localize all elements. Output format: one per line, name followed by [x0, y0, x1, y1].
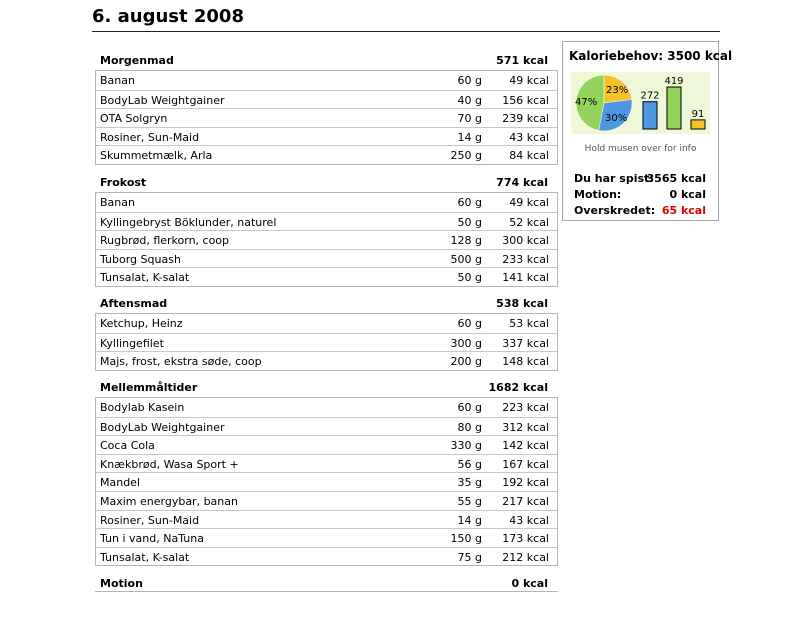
food-name: Rosiner, Sun-Maid	[100, 513, 200, 527]
calorie-need-title: Kaloriebehov: 3500 kcal	[569, 49, 733, 63]
bar-label-91: 91	[691, 108, 705, 120]
food-amount: 55 g	[457, 494, 482, 508]
food-kcal: 192 kcal	[502, 476, 549, 490]
meal-name: Morgenmad	[100, 54, 174, 67]
table-row[interactable]	[96, 108, 557, 127]
meal-items	[95, 70, 558, 165]
food-kcal: 52 kcal	[509, 215, 549, 229]
meal-header	[95, 54, 558, 68]
hover-hint: Hold musen over for info	[584, 144, 697, 154]
food-name: Tunsalat, K-salat	[100, 550, 190, 564]
table-row[interactable]	[96, 230, 557, 249]
over-label: Overskredet:	[574, 204, 656, 217]
food-amount: 75 g	[457, 550, 482, 564]
meal-header	[95, 577, 558, 591]
table-row[interactable]	[96, 145, 557, 164]
food-kcal: 337 kcal	[502, 336, 549, 350]
table-row[interactable]	[96, 333, 557, 352]
eaten-stat	[574, 172, 706, 186]
food-amount: 250 g	[450, 149, 482, 163]
calorie-summary-panel	[562, 41, 733, 221]
meal-mellemmaaltider	[95, 381, 558, 566]
food-amount: 70 g	[457, 112, 482, 126]
food-name: Knækbrød, Wasa Sport +	[100, 457, 239, 471]
food-kcal: 156 kcal	[502, 93, 549, 107]
food-name: Tun i vand, NaTuna	[100, 532, 204, 546]
food-amount: 14 g	[457, 513, 482, 527]
food-amount: 128 g	[450, 234, 482, 248]
food-amount: 330 g	[450, 439, 482, 453]
eaten-label: Du har spist:	[574, 172, 654, 185]
food-amount: 56 g	[457, 457, 482, 471]
food-name: Skummetmælk, Arla	[100, 149, 213, 163]
food-name: Tunsalat, K-salat	[100, 271, 190, 285]
page-title: 6. august 2008	[92, 6, 244, 27]
meal-motion	[95, 577, 558, 591]
pie-label-47: 47%	[575, 97, 598, 108]
food-kcal: 53 kcal	[509, 317, 549, 330]
food-name: Tuborg Squash	[100, 252, 181, 266]
food-kcal: 49 kcal	[509, 74, 549, 87]
food-amount: 60 g	[457, 317, 482, 330]
food-kcal: 239 kcal	[502, 112, 549, 126]
food-kcal: 141 kcal	[502, 271, 549, 285]
meal-total: 538 kcal	[496, 297, 548, 310]
food-kcal: 43 kcal	[509, 513, 549, 527]
meal-name: Motion	[100, 577, 143, 590]
food-kcal: 167 kcal	[502, 457, 549, 471]
food-name: OTA Solgryn	[100, 112, 168, 126]
table-row[interactable]	[96, 212, 557, 231]
food-name: BodyLab Weightgainer	[100, 93, 225, 107]
meal-morgenmad	[95, 54, 558, 165]
meal-total: 571 kcal	[496, 54, 548, 67]
bar-label-272: 272	[640, 90, 660, 102]
table-row[interactable]	[96, 435, 557, 454]
food-name: Mandel	[100, 476, 141, 490]
table-row[interactable]	[96, 417, 557, 436]
food-amount: 14 g	[457, 130, 482, 144]
motion-label: Motion:	[574, 188, 622, 201]
meal-aftensmad	[95, 297, 558, 371]
table-row[interactable]	[96, 127, 557, 146]
food-name: Maxim energybar, banan	[100, 494, 238, 508]
food-kcal: 84 kcal	[509, 149, 549, 163]
meal-total: 774 kcal	[496, 176, 548, 189]
table-row[interactable]	[96, 267, 557, 286]
table-row[interactable]	[96, 314, 557, 333]
food-amount: 150 g	[450, 532, 482, 546]
bar-272[interactable]	[643, 102, 657, 129]
food-name: Majs, frost, ekstra søde, coop	[100, 355, 262, 369]
meal-items	[95, 313, 558, 371]
food-amount: 50 g	[457, 215, 482, 229]
food-name: Bodylab Kasein	[100, 401, 185, 414]
over-stat	[574, 204, 706, 218]
food-kcal: 312 kcal	[502, 420, 549, 434]
table-row[interactable]	[96, 398, 557, 417]
food-amount: 200 g	[450, 355, 482, 369]
pie-label-23: 23%	[606, 85, 629, 96]
bar-chart[interactable]	[638, 72, 710, 134]
food-amount: 60 g	[457, 74, 482, 87]
food-amount: 50 g	[457, 271, 482, 285]
table-row[interactable]	[96, 491, 557, 510]
meal-header	[95, 381, 558, 395]
food-name: Coca Cola	[100, 439, 155, 453]
table-row[interactable]	[96, 472, 557, 491]
meal-header	[95, 176, 558, 190]
table-row[interactable]	[96, 351, 557, 370]
title-divider	[92, 31, 720, 32]
food-amount: 80 g	[457, 420, 482, 434]
food-amount: 35 g	[457, 476, 482, 490]
food-amount: 500 g	[450, 252, 482, 266]
table-row[interactable]	[96, 547, 557, 566]
food-kcal: 142 kcal	[502, 439, 549, 453]
table-row[interactable]	[96, 71, 557, 90]
food-name: Ketchup, Heinz	[100, 317, 183, 330]
food-amount: 60 g	[457, 401, 482, 414]
meal-items	[95, 192, 558, 287]
meal-header	[95, 297, 558, 311]
food-name: Banan	[100, 74, 135, 87]
food-name: Kyllingebryst Böklunder, naturel	[100, 215, 277, 229]
food-kcal: 223 kcal	[502, 401, 549, 414]
meal-name: Aftensmad	[100, 297, 168, 310]
food-kcal: 300 kcal	[502, 234, 549, 248]
bar-419[interactable]	[667, 87, 681, 129]
table-row[interactable]	[96, 454, 557, 473]
pie-chart[interactable]	[571, 72, 638, 134]
food-kcal: 173 kcal	[502, 532, 549, 546]
food-name: Rosiner, Sun-Maid	[100, 130, 200, 144]
food-kcal: 217 kcal	[502, 494, 549, 508]
food-amount: 300 g	[450, 336, 482, 350]
table-row[interactable]	[96, 193, 557, 212]
motion-stat	[574, 188, 706, 202]
food-name: Kyllingefilet	[100, 336, 164, 350]
food-kcal: 49 kcal	[509, 196, 549, 209]
over-value: 65 kcal	[661, 204, 706, 217]
food-name: Banan	[100, 196, 135, 209]
food-amount: 60 g	[457, 196, 482, 209]
bar-label-419: 419	[664, 76, 684, 87]
food-kcal: 148 kcal	[502, 355, 549, 369]
food-name: Rugbrød, flerkorn, coop	[100, 234, 230, 248]
food-kcal: 212 kcal	[502, 550, 549, 564]
meal-total: 1682 kcal	[488, 381, 548, 394]
table-row[interactable]	[96, 249, 557, 268]
table-row[interactable]	[96, 90, 557, 109]
food-amount: 40 g	[457, 93, 482, 107]
meal-items	[95, 397, 558, 566]
motion-divider	[95, 591, 558, 592]
food-kcal: 43 kcal	[509, 130, 549, 144]
eaten-value: 3565 kcal	[646, 172, 706, 185]
meal-name: Mellemmåltider	[100, 381, 198, 394]
pie-label-30: 30%	[605, 113, 628, 124]
table-row[interactable]	[96, 510, 557, 529]
food-kcal: 233 kcal	[502, 252, 549, 266]
motion-value: 0 kcal	[669, 188, 706, 201]
bar-91[interactable]	[691, 120, 705, 129]
food-name: BodyLab Weightgainer	[100, 420, 225, 434]
meal-frokost	[95, 176, 558, 287]
meal-name: Frokost	[100, 176, 147, 189]
meal-total: 0 kcal	[511, 577, 548, 590]
table-row[interactable]	[96, 528, 557, 547]
